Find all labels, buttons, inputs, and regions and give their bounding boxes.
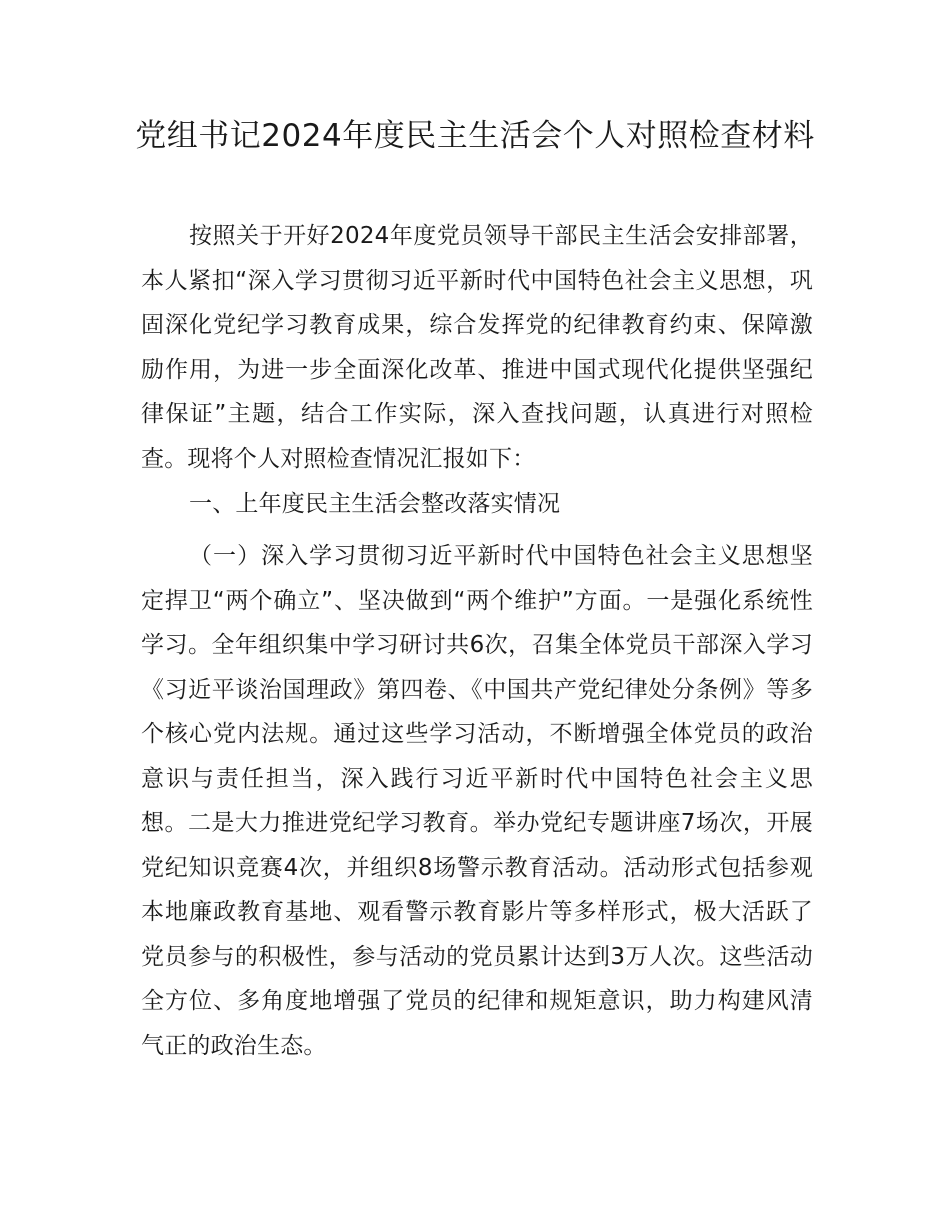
intro-paragraph: 按照关于开好2024年度党员领导干部民主生活会安排部署，本人紧扣“深入学习贯彻习近平新时代中国特色社会主义思想，巩固深化党纪学习教育成果，综合发挥党的纪律教育约束、保障激励作用，为进一步全面深化改革、推进中国式现代化提供坚强纪律保证”主题，结合工作实际，深入查找问题，认真进行对照检查。现将个人对照检查情况汇报如下： (141, 223, 813, 472)
section-paragraph: （一）深入学习贯彻习近平新时代中国特色社会主义思想坚定捍卫“两个确立”、坚决做到“两个维护”方面。一是强化系统性学习。全年组织集中学习研讨共6次，召集全体党员干部深入学习《习近平谈治国理政》第四卷、《中国共产党纪律处分条例》等多个核心党内法规。通过这些学习活动，不断增强全体党员的政治意识与责任担当，深入践行习近平新时代中国特色社会主义思想。二是大力推进党纪学习教育。举办党纪专题讲座7场次，开展党纪知识竞赛4次，并组织8场警示教育活动。活动形式包括参观本地廉政教育基地、观看警示教育影片等多样形式，极大活跃了党员参与的积极性，参与活动的党员累计达到3万人次。这些活动全方位、多角度地增强了党员的纪律和规矩意识，助力构建风清气正的政治生态。 (141, 543, 813, 1059)
document-title: 党组书记2024年度民主生活会个人对照检查材料 (135, 118, 815, 154)
section-heading: 一、上年度民主生活会整改落实情况 (189, 491, 561, 517)
